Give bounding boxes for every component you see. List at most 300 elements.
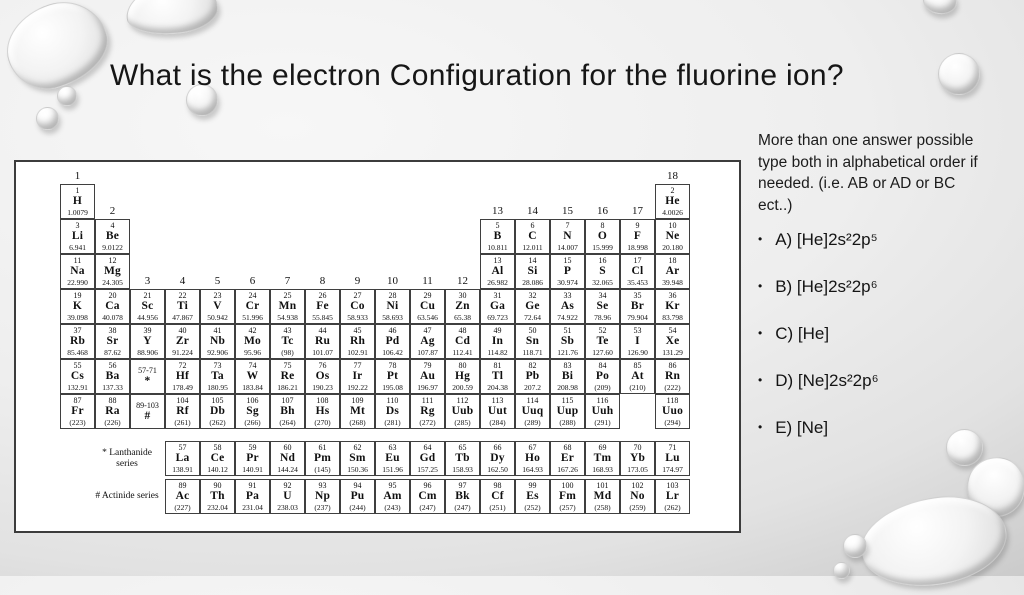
atomic-mass: (243) (384, 502, 401, 512)
element-symbol: Cf (491, 490, 504, 503)
element-symbol: Si (527, 265, 538, 278)
element-cell (375, 441, 410, 476)
element-symbol: Dy (490, 452, 505, 465)
atomic-mass: 107.87 (417, 347, 438, 357)
element-symbol: Rf (176, 405, 189, 418)
atomic-mass: (222) (664, 382, 681, 392)
atomic-number: 105 (211, 396, 224, 406)
atomic-mass: 92.906 (207, 347, 228, 357)
atomic-number: 26 (318, 291, 327, 301)
atomic-number: 13 (493, 256, 502, 266)
element-cell (655, 394, 690, 429)
atomic-number: 98 (493, 481, 502, 491)
element-symbol: Eu (385, 452, 400, 465)
element-symbol: Be (105, 230, 120, 243)
atomic-mass: (284) (489, 417, 506, 427)
element-symbol: Fe (316, 300, 329, 313)
atomic-mass: 24.305 (102, 277, 123, 287)
element-cell (480, 219, 515, 254)
atomic-number: 114 (526, 396, 539, 406)
atomic-mass: (258) (594, 502, 611, 512)
element-symbol: Ho (524, 452, 541, 465)
element-cell (340, 394, 375, 429)
element-cell (340, 289, 375, 324)
element-cell (60, 359, 95, 394)
atomic-mass: 58.933 (347, 312, 368, 322)
answer-option-text: B) [He]2s²2p⁶ (775, 277, 878, 296)
element-cell (130, 359, 165, 394)
slide-title: What is the electron Configuration for the fluorine ion? (110, 59, 844, 92)
atomic-mass: 12.011 (522, 242, 543, 252)
element-symbol: Cm (418, 490, 437, 503)
atomic-mass: (145) (314, 464, 331, 474)
atomic-mass: 208.98 (557, 382, 578, 392)
atomic-number: 6 (530, 221, 535, 231)
group-label: 7 (284, 275, 291, 287)
atomic-number: 61 (318, 443, 327, 453)
element-symbol: Bh (280, 405, 295, 418)
atomic-mass: 168.93 (592, 464, 613, 474)
droplet-decoration (57, 86, 77, 106)
atomic-mass: 6.941 (69, 242, 86, 252)
droplet-decoration (36, 107, 59, 130)
atomic-number: 50 (528, 326, 537, 336)
atomic-number: 69 (598, 443, 607, 453)
group-label: 11 (422, 275, 433, 287)
atomic-mass: 20.180 (662, 242, 683, 252)
atomic-number: 34 (598, 291, 607, 301)
atomic-number: 54 (668, 326, 677, 336)
atomic-mass: 26.982 (487, 277, 508, 287)
element-cell (235, 359, 270, 394)
atomic-mass: 102.91 (347, 347, 368, 357)
atomic-number: 28 (388, 291, 397, 301)
atomic-number: 24 (248, 291, 257, 301)
atomic-number: 68 (563, 443, 572, 453)
atomic-number: 12 (108, 256, 117, 266)
atomic-mass: 28.086 (522, 277, 543, 287)
atomic-number: 91 (248, 481, 257, 491)
element-symbol: Ag (420, 335, 435, 348)
element-cell (480, 359, 515, 394)
atomic-mass: 55.845 (312, 312, 333, 322)
element-symbol: Db (209, 405, 226, 418)
atomic-mass: 39.948 (662, 277, 683, 287)
atomic-mass: 131.29 (662, 347, 683, 357)
element-cell (655, 219, 690, 254)
atomic-mass: 85.468 (67, 347, 88, 357)
atomic-number: 110 (386, 396, 399, 406)
atomic-mass: 50.942 (207, 312, 228, 322)
actinide-series-text: # Actinide series (95, 491, 159, 501)
group-label: 1 (74, 170, 81, 182)
element-symbol: Ta (211, 370, 224, 383)
atomic-mass: (272) (419, 417, 436, 427)
element-symbol: O (597, 230, 608, 243)
element-symbol: Lu (665, 452, 680, 465)
element-cell (200, 394, 235, 429)
element-cell (585, 441, 620, 476)
atomic-mass: 58.693 (382, 312, 403, 322)
element-cell (480, 254, 515, 289)
group-label: 14 (527, 205, 538, 217)
element-cell (585, 359, 620, 394)
atomic-number: 52 (598, 326, 607, 336)
atomic-mass: 10.811 (487, 242, 508, 252)
atomic-number: 92 (283, 481, 292, 491)
atomic-number: 53 (633, 326, 642, 336)
element-cell (235, 441, 270, 476)
atomic-mass: 190.23 (312, 382, 333, 392)
atomic-number: 79 (423, 361, 432, 371)
element-symbol: Kr (665, 300, 680, 313)
element-symbol: Os (315, 370, 330, 383)
droplet-decoration (921, 0, 958, 16)
atomic-mass: (257) (559, 502, 576, 512)
atomic-number: 40 (178, 326, 187, 336)
element-cell (515, 359, 550, 394)
atomic-number: 70 (633, 443, 642, 453)
atomic-mass: 162.50 (487, 464, 508, 474)
element-symbol: Hs (315, 405, 330, 418)
element-cell (375, 324, 410, 359)
element-cell (60, 324, 95, 359)
element-symbol: B (493, 230, 502, 243)
element-symbol: Cl (631, 265, 644, 278)
element-symbol: Zn (455, 300, 470, 313)
element-symbol: Y (143, 335, 152, 348)
atomic-mass: (285) (454, 417, 471, 427)
element-cell (410, 479, 445, 514)
element-cell (480, 289, 515, 324)
atomic-number: 5 (495, 221, 500, 231)
element-symbol: P (563, 265, 572, 278)
atomic-number: 48 (458, 326, 467, 336)
atomic-mass: 137.33 (102, 382, 123, 392)
element-cell (620, 441, 655, 476)
droplet-decoration (843, 534, 867, 558)
element-symbol: Ti (176, 300, 189, 313)
element-cell (655, 254, 690, 289)
atomic-mass: (291) (594, 417, 611, 427)
element-symbol: # (144, 409, 151, 422)
atomic-mass: 63.546 (417, 312, 438, 322)
element-cell (95, 394, 130, 429)
element-cell (270, 441, 305, 476)
atomic-mass: 196.97 (417, 382, 438, 392)
atomic-mass: (244) (349, 502, 366, 512)
element-symbol: V (213, 300, 222, 313)
group-label: 5 (214, 275, 221, 287)
atomic-number: 14 (528, 256, 537, 266)
element-symbol: Sn (525, 335, 540, 348)
element-cell (480, 394, 515, 429)
element-symbol: Uuo (661, 405, 684, 418)
atomic-number: 100 (561, 481, 574, 491)
element-symbol: Mo (243, 335, 261, 348)
element-symbol: No (630, 490, 645, 503)
atomic-number: 8 (600, 221, 605, 231)
element-cell (410, 359, 445, 394)
atomic-mass: (266) (244, 417, 261, 427)
atomic-number: 47 (423, 326, 432, 336)
group-label: 4 (179, 275, 186, 287)
atomic-mass: 144.24 (277, 464, 298, 474)
atomic-mass: 39.098 (67, 312, 88, 322)
element-cell (550, 254, 585, 289)
element-cell (585, 219, 620, 254)
element-cell (585, 479, 620, 514)
element-cell (235, 479, 270, 514)
element-cell (340, 441, 375, 476)
atomic-number: 86 (668, 361, 677, 371)
atomic-mass: 173.05 (627, 464, 648, 474)
element-symbol: Tb (455, 452, 470, 465)
atomic-mass: (262) (664, 502, 681, 512)
element-cell (305, 394, 340, 429)
element-symbol: Uuq (521, 405, 544, 418)
element-symbol: Ge (525, 300, 540, 313)
atomic-number: 55 (73, 361, 82, 371)
element-cell (200, 289, 235, 324)
atomic-number: 4 (110, 221, 115, 231)
atomic-mass: (289) (524, 417, 541, 427)
group-label: 10 (387, 275, 398, 287)
element-cell (165, 441, 200, 476)
element-cell (515, 394, 550, 429)
element-cell (270, 394, 305, 429)
atomic-mass: 101.07 (312, 347, 333, 357)
element-cell (165, 359, 200, 394)
instruction-line: type both in alphabetical order if (758, 153, 978, 171)
atomic-number: 88 (108, 396, 117, 406)
element-symbol: He (665, 195, 680, 208)
atomic-mass: (252) (524, 502, 541, 512)
atomic-mass: (281) (384, 417, 401, 427)
answer-option (758, 371, 1020, 392)
atomic-number: 57 (178, 443, 187, 453)
group-label: 6 (249, 275, 256, 287)
atomic-mass: 231.04 (242, 502, 263, 512)
element-cell (130, 394, 165, 429)
atomic-mass: (226) (104, 417, 121, 427)
element-symbol: Co (350, 300, 365, 313)
atomic-mass: 1.0079 (67, 207, 88, 217)
element-symbol: Sm (349, 452, 366, 465)
atomic-number: 106 (246, 396, 259, 406)
atomic-mass: 18.998 (627, 242, 648, 252)
element-symbol: Pu (350, 490, 365, 503)
atomic-mass: 54.938 (277, 312, 298, 322)
atomic-mass: 72.64 (524, 312, 541, 322)
droplet-decoration (833, 562, 850, 579)
atomic-mass: 207.2 (524, 382, 541, 392)
element-symbol: Rn (664, 370, 681, 383)
group-label: 13 (492, 205, 503, 217)
atomic-number: 37 (73, 326, 82, 336)
atomic-number: 25 (283, 291, 292, 301)
group-label: 8 (319, 275, 326, 287)
element-cell (515, 254, 550, 289)
atomic-mass: (223) (69, 417, 86, 427)
atomic-mass: 91.224 (172, 347, 193, 357)
group-label: 12 (457, 275, 468, 287)
element-cell (585, 289, 620, 324)
atomic-number: 89 (178, 481, 187, 491)
atomic-mass: 151.96 (382, 464, 403, 474)
element-symbol: Bi (561, 370, 574, 383)
atomic-mass: 140.12 (207, 464, 228, 474)
atomic-number: 73 (213, 361, 222, 371)
atomic-mass: 186.21 (277, 382, 298, 392)
actinide-series-label (60, 479, 165, 514)
element-cell (515, 324, 550, 359)
element-symbol: Rg (420, 405, 435, 418)
element-cell (270, 479, 305, 514)
atomic-number: 97 (458, 481, 467, 491)
atomic-mass: (227) (174, 502, 191, 512)
atomic-mass: (247) (454, 502, 471, 512)
atomic-mass: 180.95 (207, 382, 228, 392)
atomic-number: 11 (73, 256, 82, 266)
element-symbol: At (631, 370, 644, 383)
element-cell (655, 184, 690, 219)
element-cell (95, 289, 130, 324)
group-label: 15 (562, 205, 573, 217)
atomic-mass: 47.867 (172, 312, 193, 322)
element-cell (655, 441, 690, 476)
atomic-number: 112 (456, 396, 469, 406)
element-cell (305, 324, 340, 359)
atomic-number: 78 (388, 361, 397, 371)
atomic-mass: 22.990 (67, 277, 88, 287)
atomic-mass: (264) (279, 417, 296, 427)
atomic-mass: 121.76 (557, 347, 578, 357)
atomic-number: 102 (631, 481, 644, 491)
atomic-number: 71 (668, 443, 677, 453)
element-cell (235, 289, 270, 324)
atomic-number: 56 (108, 361, 117, 371)
atomic-number: 10 (668, 221, 677, 231)
atomic-mass: 35.453 (627, 277, 648, 287)
atomic-mass: 238.03 (277, 502, 298, 512)
element-cell (515, 479, 550, 514)
atomic-number: 29 (423, 291, 432, 301)
atomic-number: 30 (458, 291, 467, 301)
element-symbol: U (283, 490, 292, 503)
element-symbol: Zr (175, 335, 190, 348)
instructions (758, 130, 1020, 216)
element-cell (480, 324, 515, 359)
atomic-mass: 126.90 (627, 347, 648, 357)
element-cell (305, 479, 340, 514)
atomic-mass: (262) (209, 417, 226, 427)
atomic-number: 45 (353, 326, 362, 336)
atomic-mass: 132.91 (67, 382, 88, 392)
atomic-mass: (288) (559, 417, 576, 427)
element-symbol: Br (630, 300, 645, 313)
atomic-mass: 140.91 (242, 464, 263, 474)
atomic-number: 72 (178, 361, 187, 371)
element-cell (410, 289, 445, 324)
atomic-number: 62 (353, 443, 362, 453)
answer-options (758, 230, 1020, 439)
atomic-number: 83 (563, 361, 572, 371)
element-symbol: C (528, 230, 537, 243)
droplet-decoration (0, 0, 118, 100)
element-symbol: Ga (489, 300, 506, 313)
element-cell (410, 441, 445, 476)
element-symbol: Rb (69, 335, 86, 348)
atomic-number: 101 (596, 481, 609, 491)
periodic-table (14, 160, 741, 533)
element-symbol: Uuh (591, 405, 614, 418)
atomic-number: 90 (213, 481, 222, 491)
element-symbol: Tc (281, 335, 294, 348)
element-cell (130, 324, 165, 359)
element-symbol: Fm (558, 490, 576, 503)
element-cell (60, 254, 95, 289)
element-symbol: Pa (245, 490, 260, 503)
atomic-mass: 51.996 (242, 312, 263, 322)
atomic-number: 109 (351, 396, 364, 406)
element-symbol: Uut (487, 405, 508, 418)
atomic-number: 111 (421, 396, 434, 406)
element-symbol: Ni (386, 300, 399, 313)
element-cell (445, 324, 480, 359)
element-cell (550, 289, 585, 324)
atomic-number: 115 (561, 396, 574, 406)
element-cell (165, 324, 200, 359)
element-symbol: Mt (349, 405, 366, 418)
element-symbol: Yb (629, 452, 646, 465)
element-cell (620, 324, 655, 359)
atomic-number: 59 (248, 443, 257, 453)
atomic-mass: (210) (629, 382, 646, 392)
element-cell (410, 394, 445, 429)
bullet-icon: • (758, 279, 763, 293)
element-cell (445, 479, 480, 514)
element-symbol: Ce (210, 452, 225, 465)
element-cell (235, 324, 270, 359)
element-cell (200, 359, 235, 394)
atomic-mass: 138.91 (172, 464, 193, 474)
atomic-number: 46 (388, 326, 397, 336)
element-cell (340, 479, 375, 514)
element-symbol: F (633, 230, 642, 243)
atomic-mass: (98) (281, 347, 294, 357)
element-cell (200, 479, 235, 514)
element-cell (445, 394, 480, 429)
element-symbol: Te (596, 335, 609, 348)
atomic-number: 104 (176, 396, 189, 406)
element-symbol: Pm (313, 452, 331, 465)
atomic-number: 41 (213, 326, 222, 336)
atomic-mass: 164.93 (522, 464, 543, 474)
element-cell (550, 219, 585, 254)
atomic-number: 74 (248, 361, 257, 371)
element-cell (655, 324, 690, 359)
atomic-number: 7 (565, 221, 570, 231)
atomic-number: 89-103 (136, 400, 159, 410)
atomic-mass: 112.41 (452, 347, 473, 357)
atomic-mass: 32.065 (592, 277, 613, 287)
atomic-number: 118 (666, 396, 679, 406)
element-symbol: Tm (593, 452, 612, 465)
element-symbol: Ac (175, 490, 190, 503)
element-cell (585, 394, 620, 429)
atomic-mass: 232.04 (207, 502, 228, 512)
